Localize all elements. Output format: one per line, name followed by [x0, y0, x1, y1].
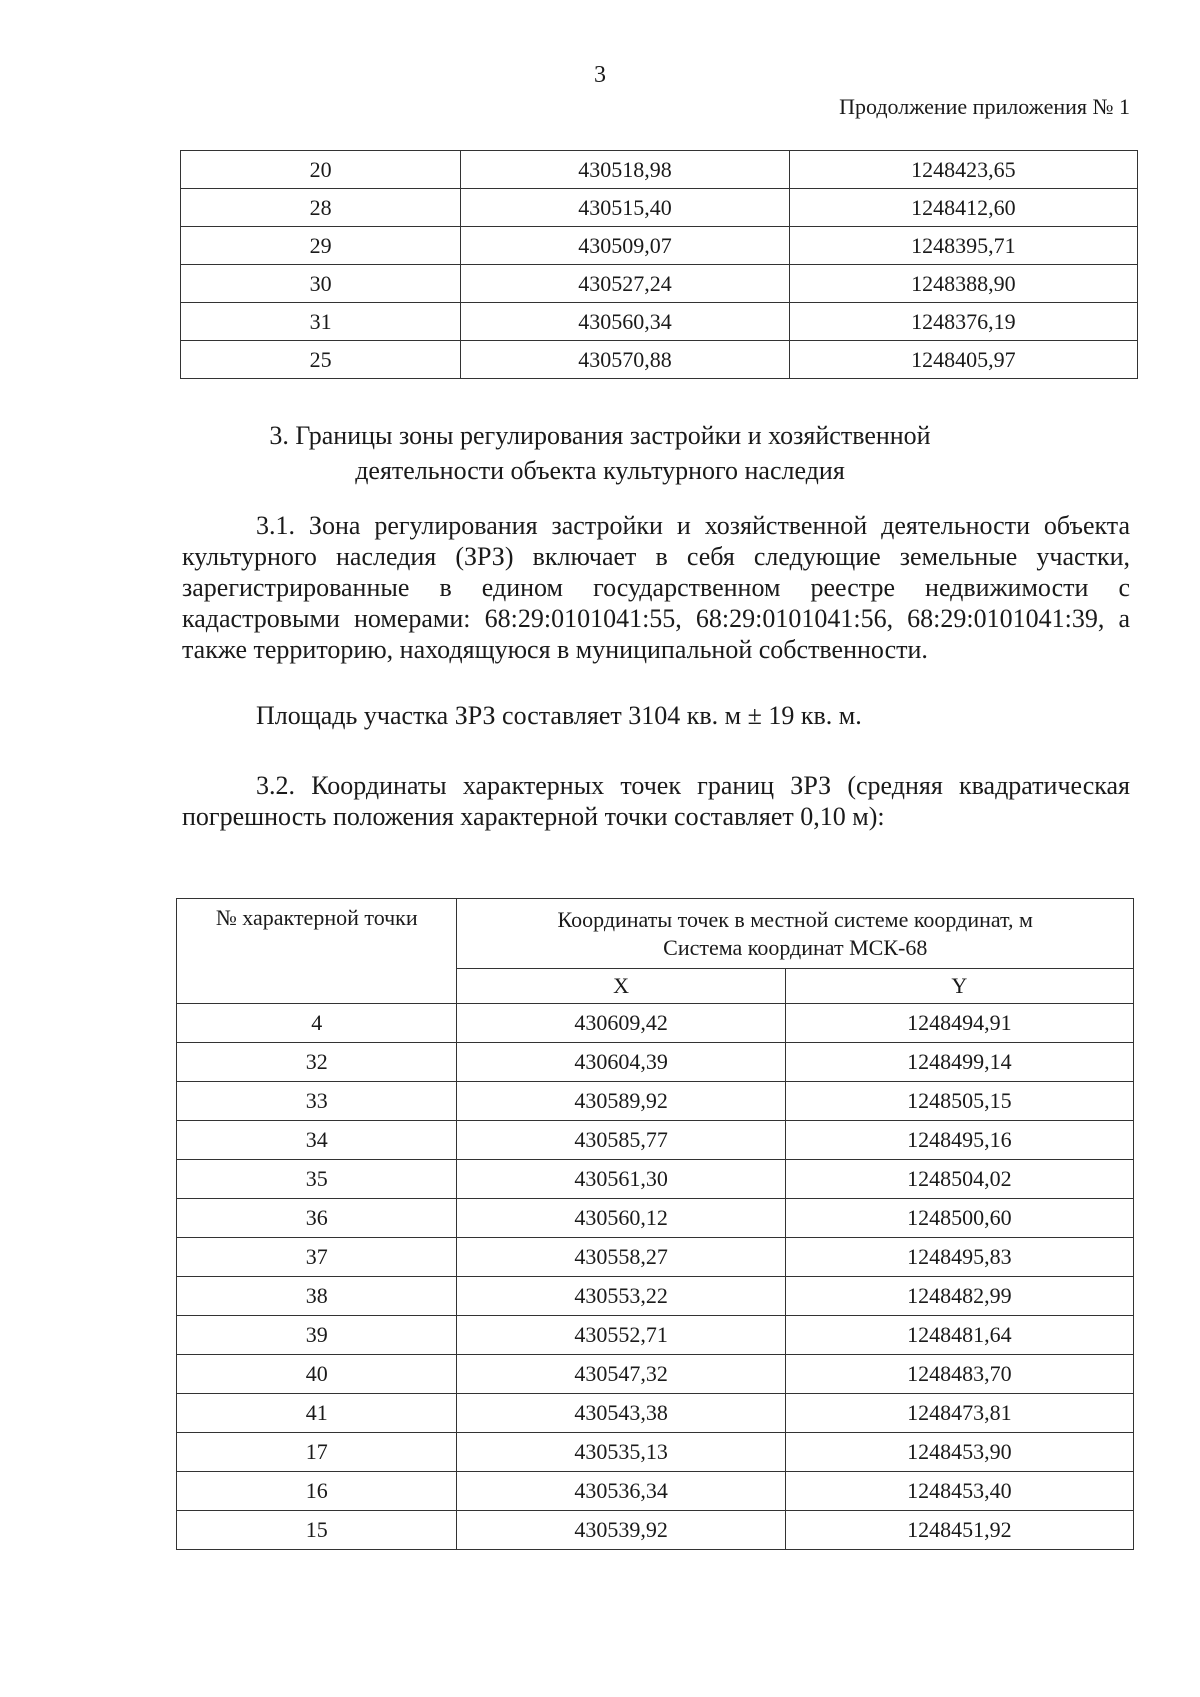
y-coordinate-cell: 1248482,99 [785, 1277, 1133, 1316]
y-coordinate-cell: 1248504,02 [785, 1160, 1133, 1199]
point-number-cell: 32 [177, 1043, 457, 1082]
point-number-cell: 25 [181, 341, 461, 379]
header-point-number: № характерной точки [177, 899, 457, 1004]
x-coordinate-cell: 430518,98 [461, 151, 789, 189]
header-x: X [457, 969, 785, 1004]
x-coordinate-cell: 430560,12 [457, 1199, 785, 1238]
point-number-cell: 29 [181, 227, 461, 265]
point-number-cell: 40 [177, 1355, 457, 1394]
table-row [177, 1277, 1134, 1316]
y-coordinate-cell: 1248483,70 [785, 1355, 1133, 1394]
x-coordinate-cell: 430560,34 [461, 303, 789, 341]
y-coordinate-cell: 1248388,90 [789, 265, 1137, 303]
header-y: Y [785, 969, 1133, 1004]
y-coordinate-cell: 1248495,16 [785, 1121, 1133, 1160]
table-row [177, 1043, 1134, 1082]
y-coordinate-cell: 1248494,91 [785, 1004, 1133, 1043]
table-row [177, 1472, 1134, 1511]
y-coordinate-cell: 1248499,14 [785, 1043, 1133, 1082]
x-coordinate-cell: 430527,24 [461, 265, 789, 303]
y-coordinate-cell: 1248505,15 [785, 1082, 1133, 1121]
paragraph-3-1: 3.1. Зона регулирования застройки и хозяйственной деятельности объекта культурного наследия (ЗРЗ) включает в себя следующие земельные участки, зарегистрированные в едином государственном реестре недвижимости с кадастровыми номерами: 68:29:0101041:55, 68:29:0101041:56, 68:29:0101041:39, а также территорию, находящуюся в муниципальной собственности. [182, 511, 1130, 664]
point-number-cell: 34 [177, 1121, 457, 1160]
coordinates-table-continued [180, 150, 1138, 379]
header-coordinates-line2: Система координат МСК-68 [663, 934, 928, 960]
x-coordinate-cell: 430539,92 [457, 1511, 785, 1550]
table-row [177, 1199, 1134, 1238]
point-number-cell: 38 [177, 1277, 457, 1316]
y-coordinate-cell: 1248423,65 [789, 151, 1137, 189]
point-number-cell: 39 [177, 1316, 457, 1355]
table-row [181, 227, 1138, 265]
section-heading-line1: 3. Границы зоны регулирования застройки и хозяйственной [269, 421, 931, 450]
table-row [177, 1160, 1134, 1199]
point-number-cell: 15 [177, 1511, 457, 1550]
y-coordinate-cell: 1248405,97 [789, 341, 1137, 379]
table-row [177, 1355, 1134, 1394]
table-row [177, 1316, 1134, 1355]
x-coordinate-cell: 430535,13 [457, 1433, 785, 1472]
x-coordinate-cell: 430570,88 [461, 341, 789, 379]
table-row [181, 265, 1138, 303]
table-row [177, 1511, 1134, 1550]
x-coordinate-cell: 430543,38 [457, 1394, 785, 1433]
y-coordinate-cell: 1248495,83 [785, 1238, 1133, 1277]
section-heading [0, 418, 1200, 488]
y-coordinate-cell: 1248412,60 [789, 189, 1137, 227]
table-row [181, 189, 1138, 227]
point-number-cell: 41 [177, 1394, 457, 1433]
table-row [181, 341, 1138, 379]
y-coordinate-cell: 1248376,19 [789, 303, 1137, 341]
header-coordinates-line1: Координаты точек в местной системе координат, м [557, 906, 1033, 932]
point-number-cell: 30 [181, 265, 461, 303]
x-coordinate-cell: 430558,27 [457, 1238, 785, 1277]
y-coordinate-cell: 1248481,64 [785, 1316, 1133, 1355]
point-number-cell: 28 [181, 189, 461, 227]
x-coordinate-cell: 430589,92 [457, 1082, 785, 1121]
section-heading-line2: деятельности объекта культурного наследия [355, 456, 845, 485]
x-coordinate-cell: 430509,07 [461, 227, 789, 265]
x-coordinate-cell: 430585,77 [457, 1121, 785, 1160]
point-number-cell: 33 [177, 1082, 457, 1121]
appendix-note: Продолжение приложения № 1 [839, 94, 1130, 119]
point-number-cell: 31 [181, 303, 461, 341]
table-row [177, 1238, 1134, 1277]
point-number-cell: 36 [177, 1199, 457, 1238]
point-number-cell: 35 [177, 1160, 457, 1199]
point-number-cell: 20 [181, 151, 461, 189]
x-coordinate-cell: 430515,40 [461, 189, 789, 227]
coordinates-table-zrz [176, 898, 1134, 1550]
table-row [177, 1394, 1134, 1433]
page-number: 3 [594, 62, 606, 88]
paragraph-3-2: 3.2. Координаты характерных точек границ ЗРЗ (средняя квадратическая погрешность положения характерной точки составляет 0,10 м): [182, 771, 1130, 831]
table-row [181, 303, 1138, 341]
y-coordinate-cell: 1248500,60 [785, 1199, 1133, 1238]
y-coordinate-cell: 1248451,92 [785, 1511, 1133, 1550]
x-coordinate-cell: 430553,22 [457, 1277, 785, 1316]
paragraph-area: Площадь участка ЗРЗ составляет 3104 кв. м ± 19 кв. м. [256, 701, 862, 730]
x-coordinate-cell: 430561,30 [457, 1160, 785, 1199]
y-coordinate-cell: 1248453,40 [785, 1472, 1133, 1511]
table-row [181, 151, 1138, 189]
x-coordinate-cell: 430552,71 [457, 1316, 785, 1355]
table-row [177, 1004, 1134, 1043]
point-number-cell: 17 [177, 1433, 457, 1472]
y-coordinate-cell: 1248473,81 [785, 1394, 1133, 1433]
table-row [177, 1082, 1134, 1121]
point-number-cell: 37 [177, 1238, 457, 1277]
x-coordinate-cell: 430536,34 [457, 1472, 785, 1511]
y-coordinate-cell: 1248453,90 [785, 1433, 1133, 1472]
x-coordinate-cell: 430604,39 [457, 1043, 785, 1082]
header-coordinates [457, 899, 1134, 969]
point-number-cell: 4 [177, 1004, 457, 1043]
point-number-cell: 16 [177, 1472, 457, 1511]
table-row [177, 1433, 1134, 1472]
x-coordinate-cell: 430609,42 [457, 1004, 785, 1043]
x-coordinate-cell: 430547,32 [457, 1355, 785, 1394]
table-row [177, 1121, 1134, 1160]
y-coordinate-cell: 1248395,71 [789, 227, 1137, 265]
